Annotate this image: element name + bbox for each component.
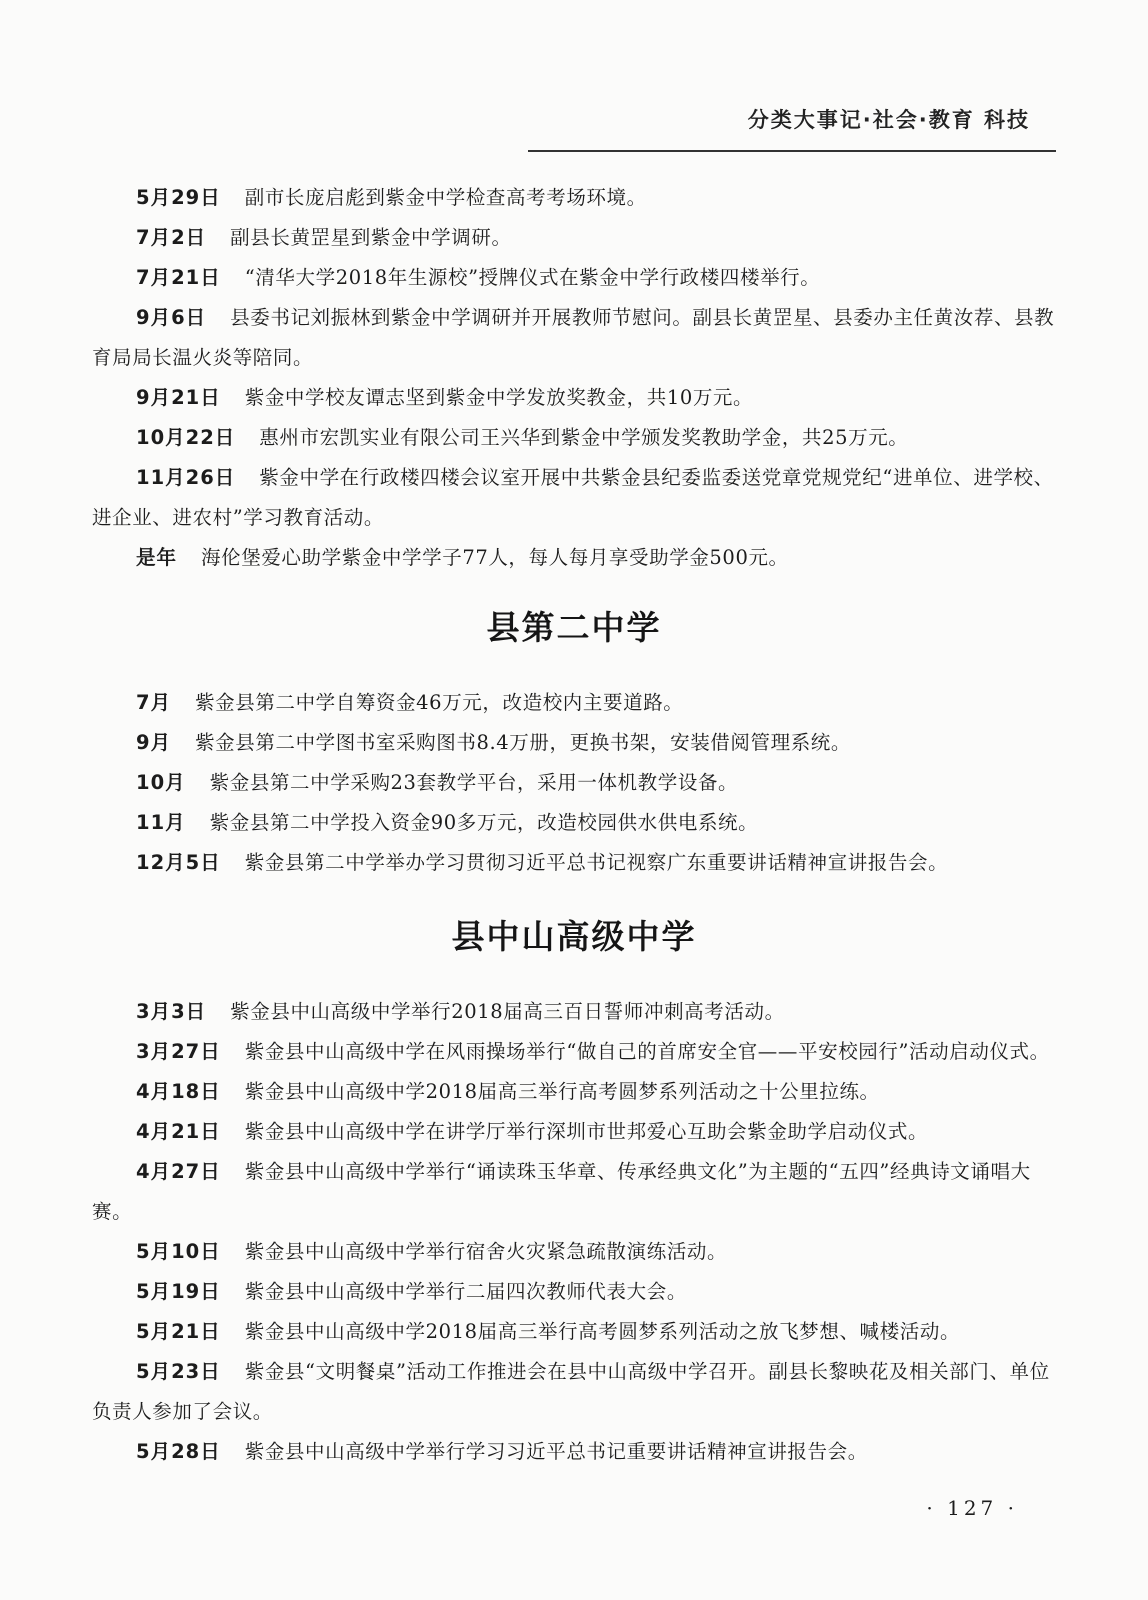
event-text: 紫金县第二中学投入资金90多万元，改造校园供水供电系统。 <box>209 811 759 834</box>
event-entry <box>92 258 1056 298</box>
event-entry <box>92 1072 1056 1112</box>
event-text: 惠州市宏凯实业有限公司王兴华到紫金中学颁发奖教助学金，共25万元。 <box>259 426 909 449</box>
event-text: 紫金中学在行政楼四楼会议室开展中共紫金县纪委监委送党章党规党纪“进单位、进学校、进企业、进农村”学习教育活动。 <box>92 466 1054 529</box>
event-text: 紫金中学校友谭志坚到紫金中学发放奖教金，共10万元。 <box>244 386 754 409</box>
event-date: 7月21日 <box>136 266 221 289</box>
event-date: 5月10日 <box>136 1240 221 1263</box>
section-zhongshan-high-school <box>92 992 1056 1472</box>
page-content <box>92 178 1056 1472</box>
event-entry <box>92 1432 1056 1472</box>
section-heading: 县第二中学 <box>486 608 662 647</box>
section-heading: 县中山高级中学 <box>451 917 697 956</box>
event-date: 4月27日 <box>136 1160 221 1183</box>
event-text: 紫金县中山高级中学举行二届四次教师代表大会。 <box>244 1280 687 1303</box>
event-date: 5月29日 <box>136 186 221 209</box>
event-date: 10月 <box>136 771 186 794</box>
event-entry <box>92 1232 1056 1272</box>
event-date: 9月 <box>136 731 172 754</box>
event-entry <box>92 538 1056 578</box>
running-header: 分类大事记·社会·教育 科技 <box>747 108 1030 132</box>
event-entry <box>92 218 1056 258</box>
section-no2-middle-school <box>92 683 1056 883</box>
event-date: 是年 <box>136 546 178 569</box>
event-date: 4月21日 <box>136 1120 221 1143</box>
event-text: “清华大学2018年生源校”授牌仪式在紫金中学行政楼四楼举行。 <box>244 266 821 289</box>
event-entry <box>92 298 1056 378</box>
event-date: 3月3日 <box>136 1000 207 1023</box>
event-date: 5月23日 <box>136 1360 221 1383</box>
event-date: 4月18日 <box>136 1080 221 1103</box>
event-date: 9月6日 <box>136 306 207 329</box>
event-entry <box>92 1112 1056 1152</box>
event-date: 11月 <box>136 811 186 834</box>
event-text: 紫金县中山高级中学2018届高三举行高考圆梦系列活动之放飞梦想、喊楼活动。 <box>244 1320 961 1343</box>
event-text: 紫金县第二中学举办学习贯彻习近平总书记视察广东重要讲话精神宣讲报告会。 <box>244 851 949 874</box>
event-text: 紫金县中山高级中学举行“诵读珠玉华章、传承经典文化”为主题的“五四”经典诗文诵唱大赛。 <box>92 1160 1031 1223</box>
event-text: 紫金县第二中学图书室采购图书8.4万册，更换书架，安装借阅管理系统。 <box>195 731 851 754</box>
event-entry <box>92 1312 1056 1352</box>
page-number: · 127 · <box>926 1496 1018 1520</box>
event-entry <box>92 992 1056 1032</box>
event-text: 县委书记刘振林到紫金中学调研并开展教师节慰问。副县长黄罡星、县委办主任黄汝荐、县教育局局长温火炎等陪同。 <box>92 306 1055 369</box>
event-text: 紫金县中山高级中学举行宿舍火灾紧急疏散演练活动。 <box>244 1240 728 1263</box>
event-text: 副县长黄罡星到紫金中学调研。 <box>230 226 512 249</box>
event-text: 副市长庞启彪到紫金中学检查高考考场环境。 <box>244 186 647 209</box>
event-entry <box>92 1032 1056 1072</box>
event-date: 5月21日 <box>136 1320 221 1343</box>
event-text: 紫金县中山高级中学举行2018届高三百日誓师冲刺高考活动。 <box>230 1000 785 1023</box>
header-rule <box>528 150 1056 152</box>
event-entry <box>92 803 1056 843</box>
event-date: 10月22日 <box>136 426 236 449</box>
event-text: 紫金县中山高级中学在风雨操场举行“做自己的首席安全官——平安校园行”活动启动仪式。 <box>244 1040 1050 1063</box>
event-entry <box>92 418 1056 458</box>
event-entry <box>92 723 1056 763</box>
event-date: 7月2日 <box>136 226 207 249</box>
event-date: 3月27日 <box>136 1040 221 1063</box>
event-date: 7月 <box>136 691 172 714</box>
event-text: 紫金县第二中学采购23套教学平台，采用一体机教学设备。 <box>209 771 739 794</box>
event-entry <box>92 683 1056 723</box>
event-text: 紫金县第二中学自筹资金46万元，改造校内主要道路。 <box>195 691 684 714</box>
event-entry <box>92 1352 1056 1432</box>
event-entry <box>92 1152 1056 1232</box>
event-date: 12月5日 <box>136 851 221 874</box>
event-entry <box>92 378 1056 418</box>
event-text: 紫金县“文明餐桌”活动工作推进会在县中山高级中学召开。副县长黎映花及相关部门、单位负责人参加了会议。 <box>92 1360 1050 1423</box>
event-date: 9月21日 <box>136 386 221 409</box>
event-date: 5月19日 <box>136 1280 221 1303</box>
event-entry <box>92 178 1056 218</box>
event-text: 紫金县中山高级中学举行学习习近平总书记重要讲话精神宣讲报告会。 <box>244 1440 868 1463</box>
event-entry <box>92 458 1056 538</box>
event-entry <box>92 843 1056 883</box>
event-text: 海伦堡爱心助学紫金中学学子77人，每人每月享受助学金500元。 <box>201 546 789 569</box>
section-zijin-middle-school <box>92 178 1056 578</box>
event-text: 紫金县中山高级中学2018届高三举行高考圆梦系列活动之十公里拉练。 <box>244 1080 880 1103</box>
event-entry <box>92 763 1056 803</box>
event-date: 11月26日 <box>136 466 236 489</box>
event-date: 5月28日 <box>136 1440 221 1463</box>
event-text: 紫金县中山高级中学在讲学厅举行深圳市世邦爱心互助会紫金助学启动仪式。 <box>244 1120 929 1143</box>
event-entry <box>92 1272 1056 1312</box>
